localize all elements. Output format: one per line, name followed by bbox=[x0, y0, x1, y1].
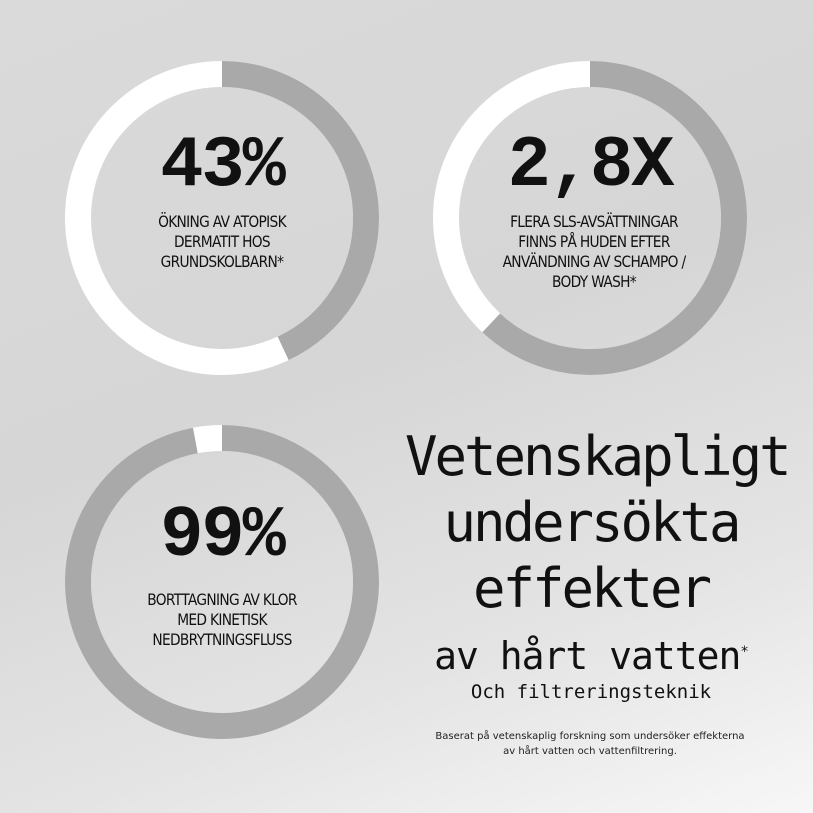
headline-line-4 bbox=[405, 634, 777, 678]
ring-progress bbox=[78, 438, 366, 726]
stat-value-3: 99% bbox=[160, 495, 284, 577]
headline-subtitle: Och filtreringsteknik bbox=[470, 681, 712, 703]
footnote-line-2: av hårt vatten och vattenfiltrering. bbox=[503, 746, 677, 757]
donut-chart-99 bbox=[54, 414, 390, 750]
stat-value-1: 43% bbox=[160, 125, 284, 207]
headline-line-1: Vetenskapligt bbox=[405, 425, 789, 488]
footnote-line-1: Baserat på vetenskaplig forskning som undersöker effekterna bbox=[435, 731, 745, 742]
headline-hard-water: av hårt vatten bbox=[434, 634, 741, 678]
headline-line-2: undersökta bbox=[443, 491, 739, 554]
headline-line-3: effekter bbox=[472, 557, 710, 620]
footnote bbox=[430, 729, 750, 759]
headline-asterisk: * bbox=[740, 644, 748, 660]
stat-value-2: 2,8X bbox=[507, 125, 673, 207]
stat-description-1: ÖKNING AV ATOPISK DERMATIT HOS GRUNDSKOLBARN* bbox=[158, 212, 286, 271]
stat-description-2: FLERA SLS-AVSÄTTNINGAR FINNS PÅ HUDEN EFTER ANVÄNDNING AV SCHAMPO / BODY WASH* bbox=[502, 212, 686, 291]
stat-description-3: BORTTAGNING AV KLOR MED KINETISK NEDBRYTNINGSFLUSS bbox=[147, 590, 297, 649]
